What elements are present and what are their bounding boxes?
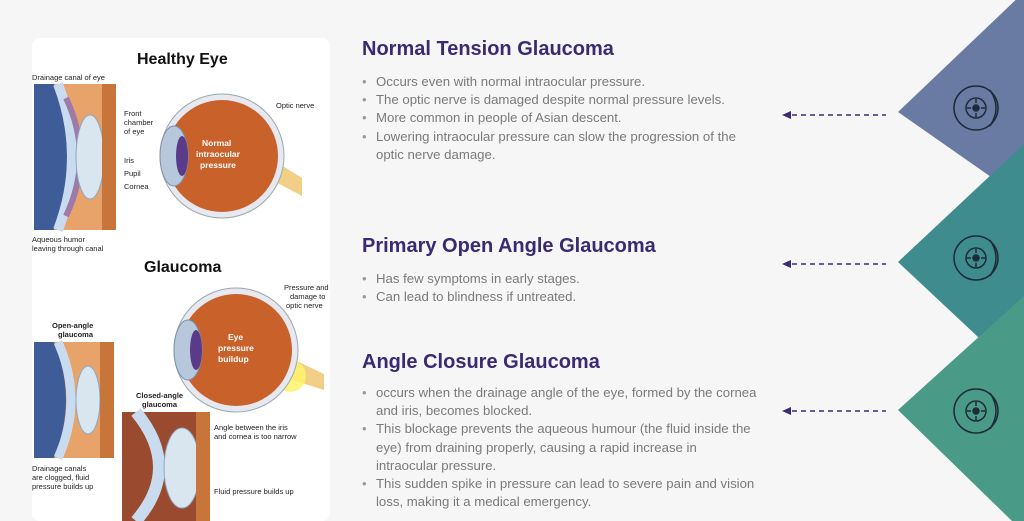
aqueous-label-2: leaving through canal	[32, 244, 104, 253]
bullet-item: • Lowering intraocular pressure can slow the progression of the optic nerve damage.	[362, 128, 762, 164]
eye-pressure-3: buildup	[218, 354, 249, 364]
canals-clogged-3: pressure builds up	[32, 482, 94, 491]
dashed-arrow-1	[782, 111, 886, 119]
closed-angle-label-1: Closed-angle	[136, 391, 184, 400]
section-title: Angle Closure Glaucoma	[362, 351, 600, 373]
angle-narrow-1: Angle between the iris	[214, 423, 288, 432]
eye-pressure-2: pressure	[218, 343, 254, 353]
iris-label: Iris	[124, 156, 134, 165]
section-title: Primary Open Angle Glaucoma	[362, 235, 656, 257]
bullet-item: • Can lead to blindness if untreated.	[362, 288, 762, 306]
front-chamber-3: of eye	[124, 127, 145, 136]
drainage-canal-label: Drainage canal of eye	[32, 73, 105, 82]
healthy-drainage-closeup	[34, 84, 116, 230]
fluid-builds-label: Fluid pressure builds up	[214, 487, 294, 496]
canals-clogged-1: Drainage canals	[32, 464, 87, 473]
bullet-item: • Occurs even with normal intraocular pressure.	[362, 73, 762, 91]
closed-angle-label-2: glaucoma	[142, 400, 178, 409]
canals-clogged-2: are clogged, fluid	[32, 473, 90, 482]
normal-pressure-3: pressure	[200, 160, 236, 170]
closed-angle-closeup	[122, 412, 210, 521]
dashed-arrow-3	[782, 407, 886, 415]
section-title: Normal Tension Glaucoma	[362, 38, 614, 60]
cornea-label: Cornea	[124, 182, 149, 191]
pressure-damage-2: damage to	[290, 292, 326, 301]
bullet-item: • More common in people of Asian descent.	[362, 109, 762, 127]
glaucoma-title: Glaucoma	[144, 259, 222, 276]
bullet-list	[362, 270, 762, 306]
front-chamber-1: Front	[124, 109, 142, 118]
chevron-panel	[780, 0, 1024, 521]
dashed-arrow-2	[782, 260, 886, 268]
front-chamber-2: chamber	[124, 118, 154, 127]
section-angle-closure	[362, 351, 762, 511]
chevron-3	[898, 296, 1024, 521]
pupil-label: Pupil	[124, 169, 141, 178]
bullet-item: • This blockage prevents the aqueous humour (the fluid inside the eye) from draining properly, causing a rapid increase in intraocular pressure.	[362, 420, 762, 475]
angle-narrow-2: and cornea is too narrow	[214, 432, 297, 441]
normal-pressure-1: Normal	[202, 138, 232, 148]
optic-nerve-label: Optic nerve	[276, 101, 315, 110]
section-normal-tension	[362, 38, 762, 164]
eye-anatomy-illustration	[32, 38, 330, 521]
bullet-item: • occurs when the drainage angle of the eye, formed by the cornea and iris, becomes blocked.	[362, 384, 762, 420]
pressure-damage-3: optic nerve	[286, 301, 323, 310]
section-primary-open-angle	[362, 235, 762, 306]
open-angle-label-2: glaucoma	[58, 330, 94, 339]
healthy-eye-title: Healthy Eye	[137, 51, 228, 68]
open-angle-label-1: Open-angle	[52, 321, 94, 330]
open-angle-closeup	[34, 342, 114, 458]
pressure-damage-1: Pressure and	[284, 283, 329, 292]
normal-pressure-2: intraocular	[196, 149, 240, 159]
bullet-item: • The optic nerve is damaged despite normal pressure levels.	[362, 91, 762, 109]
bullet-item: • This sudden spike in pressure can lead to severe pain and vision loss, making it a medical emergency.	[362, 475, 762, 511]
eye-pressure-1: Eye	[228, 332, 244, 342]
glaucoma-diagram	[32, 38, 330, 521]
bullet-item: • Has few symptoms in early stages.	[362, 270, 762, 288]
aqueous-label-1: Aqueous humor	[32, 235, 85, 244]
bullet-list	[362, 384, 762, 511]
bullet-list	[362, 73, 762, 164]
